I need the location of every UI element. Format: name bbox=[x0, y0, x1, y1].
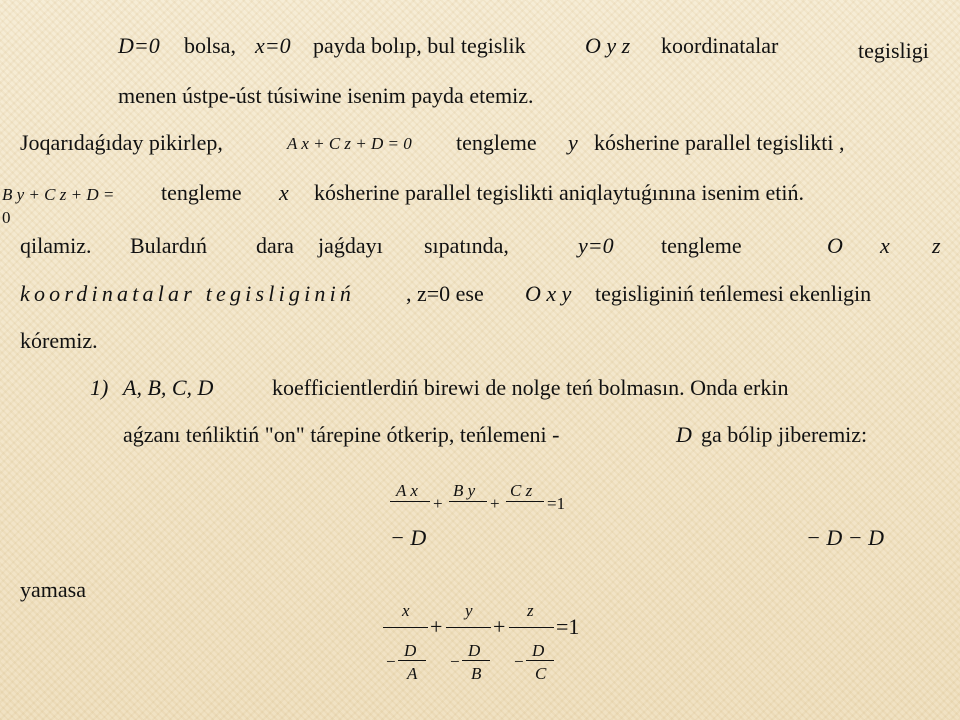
eq1-fraction-bar-3 bbox=[506, 501, 544, 502]
eq2-sub-c: C bbox=[535, 664, 547, 683]
eq1-fraction-bar-2 bbox=[449, 501, 487, 502]
word-bulardin: Bulardıń bbox=[130, 233, 207, 258]
var-y: y bbox=[568, 130, 578, 155]
item-number: 1) bbox=[90, 375, 109, 400]
eq2-plus-2: + bbox=[493, 614, 506, 639]
eq1-equals-one: =1 bbox=[547, 494, 566, 513]
item-line2-a: aǵzanı teńliktiń "on" tárepine ótkerip, teńlemeni - bbox=[123, 422, 560, 447]
eq1-fraction-bar-1 bbox=[390, 501, 430, 502]
eq1-numerator-cz: C z bbox=[510, 481, 533, 500]
equation-ax-cz-d: A x + C z + D = 0 bbox=[287, 134, 412, 153]
y-equals-zero: y=0 bbox=[578, 233, 614, 258]
item-vars: A, B, C, D bbox=[123, 375, 214, 400]
var-z: z bbox=[932, 233, 941, 258]
eq2-sub-d-1: D bbox=[404, 641, 417, 660]
word-sipatinda: sıpatında, bbox=[424, 233, 509, 258]
line1-text: payda bolıp, bul tegislik bbox=[313, 33, 526, 58]
eq2-plus-1: + bbox=[430, 614, 443, 639]
eq2-numerator-z: z bbox=[527, 601, 534, 620]
eq1-plus-1: + bbox=[433, 494, 443, 513]
eq2-fraction-bar-1 bbox=[383, 627, 428, 628]
eq2-sub-bar-2 bbox=[462, 660, 490, 661]
eq2-numerator-x: x bbox=[402, 601, 410, 620]
line4-text-a: tengleme bbox=[161, 180, 242, 205]
word-yamasa: yamasa bbox=[20, 577, 86, 602]
line4-text-b: kósherine parallel tegislikti aniqlaytuǵınına isenim etiń. bbox=[314, 180, 804, 205]
line2-text: menen ústpe-úst túsiwine isenim payda etemiz. bbox=[118, 83, 534, 108]
line6-rest-a: , z=0 ese bbox=[406, 281, 484, 306]
x-equals-zero: x=0 bbox=[255, 33, 291, 58]
eq2-fraction-bar-3 bbox=[509, 627, 554, 628]
oyz-symbol: O y z bbox=[585, 33, 631, 58]
eq1-numerator-by: B y bbox=[453, 481, 476, 500]
eq2-sub-d-3: D bbox=[532, 641, 545, 660]
word-tengleme: tengleme bbox=[661, 233, 742, 258]
eq2-minus-2: − bbox=[450, 652, 460, 671]
var-o: O bbox=[827, 233, 843, 258]
eq2-fraction-bar-2 bbox=[446, 627, 491, 628]
eq2-sub-a: A bbox=[407, 664, 418, 683]
koordinatalar-tegisliginin: koordinatalar tegisliginiń bbox=[20, 281, 356, 306]
var-x: x bbox=[279, 180, 289, 205]
eq2-numerator-y: y bbox=[465, 601, 473, 620]
eq1-denominator-d: − D bbox=[390, 525, 427, 550]
oxy-symbol: O x y bbox=[525, 281, 572, 306]
eq2-equals-one: =1 bbox=[556, 614, 580, 639]
line3-text-c: kósherine parallel tegislikti , bbox=[594, 130, 845, 155]
eq1-numerator-ax: A x bbox=[396, 481, 418, 500]
item-text: koefficientlerdiń birewi de nolge teń bolmasın. Onda erkin bbox=[272, 375, 789, 400]
tegisligi-word: tegisligi bbox=[858, 38, 929, 63]
line3-text-b: tengleme bbox=[456, 130, 537, 155]
eq2-sub-b: B bbox=[471, 664, 482, 683]
item-line2-d: D bbox=[676, 422, 692, 447]
eq1-denominators-dd: − D − D bbox=[806, 525, 884, 550]
var-x2: x bbox=[880, 233, 890, 258]
line3-text-a: Joqarıdaǵıday pikirlep, bbox=[20, 130, 223, 155]
eq2-minus-3: − bbox=[514, 652, 524, 671]
eq2-sub-d-2: D bbox=[468, 641, 481, 660]
eq1-plus-2: + bbox=[490, 494, 500, 513]
eq2-sub-bar-1 bbox=[398, 660, 426, 661]
d-equals-zero: D=0 bbox=[118, 33, 160, 58]
line6-rest-b: tegisliginiń teńlemesi ekenligin bbox=[595, 281, 872, 306]
eq2-sub-bar-3 bbox=[526, 660, 554, 661]
eq2-minus-1: − bbox=[386, 652, 396, 671]
word-qilamiz: qilamiz. bbox=[20, 233, 92, 258]
equation-zero: 0 bbox=[2, 208, 11, 227]
word-dara: dara bbox=[256, 233, 294, 258]
koordinatalar-word: koordinatalar bbox=[661, 33, 779, 58]
line7-text: kóremiz. bbox=[20, 328, 98, 353]
item-line2-b: ga bólip jiberemiz: bbox=[701, 422, 868, 447]
text-bolsa: bolsa, bbox=[184, 33, 236, 58]
equation-by-cz-d: B y + C z + D = bbox=[2, 185, 115, 204]
word-jagdayi: jaǵdayı bbox=[318, 233, 383, 258]
